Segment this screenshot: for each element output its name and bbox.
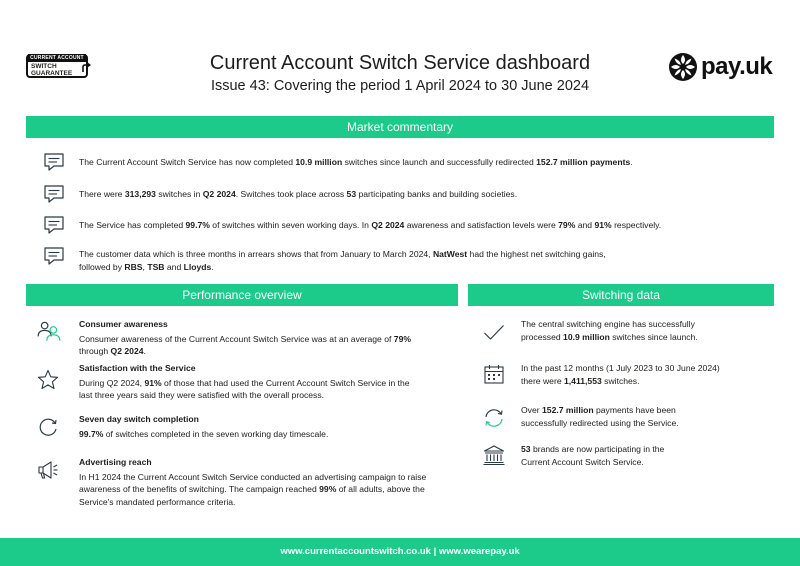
performance-item-satisfaction-text: Satisfaction with the Service During Q2 2024, 91% of those that had used the Current Account Switch Service in the last three years said they were satisfied with the overall process.: [79, 363, 410, 400]
checkmark-icon: [482, 320, 506, 344]
market-item-3: [42, 213, 661, 237]
speech-bubble-icon: [42, 213, 66, 237]
guarantee-logo-line3: GUARANTEE: [31, 70, 73, 77]
switching-item-brands-text: 53 brands are now participating in the Current Account Switch Service.: [521, 444, 665, 467]
switching-data-heading: Switching data: [468, 284, 774, 306]
redirect-arrows-icon: [482, 406, 506, 430]
switching-item-redirected-text: Over 152.7 million payments have been successfully redirected using the Service.: [521, 405, 679, 428]
page-title: Current Account Switch Service dashboard: [209, 52, 591, 74]
market-item-1-text: The Current Account Switch Service has now completed 10.9 million switches since launch and successfully redirected 152.7 million payments.: [79, 157, 633, 167]
switching-item-processed-text: The central switching engine has successfully processed 10.9 million switches since launch.: [521, 319, 698, 342]
guarantee-logo-line1: CURRENT ACCOUNT: [28, 54, 86, 62]
switching-item-12-months-text: In the past 12 months (1 July 2023 to 30 June 2024) there were 1,411,553 switches.: [521, 363, 720, 386]
market-item-4-text: The customer data which is three months in arrears shows that from January to March 2024, NatWest had the highest net switching gains, followed by RBS, TSB and Lloyds.: [79, 249, 606, 272]
speech-bubble-icon: [42, 150, 66, 174]
market-item-2: [42, 182, 517, 206]
performance-item-seven-day: [36, 413, 328, 440]
performance-item-consumer-awareness-text: Consumer awareness Consumer awareness of the Current Account Switch Service was at an average of 79% through Q2 2024.: [79, 319, 411, 356]
performance-overview-heading: Performance overview: [26, 284, 458, 306]
people-icon: [36, 318, 62, 344]
pay-uk-wordmark: pay.uk: [701, 53, 773, 80]
switching-item-12-months: [482, 362, 720, 387]
switching-item-redirected: [482, 404, 679, 430]
refresh-icon: [36, 415, 60, 439]
market-commentary-heading: Market commentary: [26, 116, 774, 138]
performance-item-advertising: [36, 456, 426, 508]
footer-links[interactable]: www.currentaccountswitch.co.uk | www.wearepay.uk: [0, 538, 800, 566]
calendar-icon: [482, 362, 506, 386]
megaphone-icon: [36, 458, 60, 482]
market-item-3-text: The Service has completed 99.7% of switches within seven working days. In Q2 2024 awareness and satisfaction levels were 79% and 91% respectively.: [79, 220, 662, 230]
performance-item-consumer-awareness: [36, 318, 411, 358]
speech-bubble-icon: [42, 244, 66, 268]
market-item-1: [42, 150, 633, 174]
speech-bubble-icon: [42, 182, 66, 206]
bank-icon: [482, 443, 506, 467]
guarantee-logo-line2: SWITCH: [31, 63, 57, 70]
pay-uk-logo: [668, 52, 772, 82]
performance-item-seven-day-text: Seven day switch completion 99.7% of switches completed in the seven working day timescale.: [79, 414, 329, 439]
performance-item-satisfaction: [36, 362, 410, 402]
market-item-4: [42, 244, 606, 273]
star-icon: [36, 368, 60, 392]
switching-item-processed: [482, 318, 698, 344]
switching-item-brands: [482, 443, 664, 468]
market-item-2-text: There were 313,293 switches in Q2 2024. Switches took place across 53 participating banks and building societies.: [79, 189, 518, 199]
page-subtitle: Issue 43: Covering the period 1 April 2024 to 30 June 2024: [210, 78, 590, 94]
performance-item-advertising-text: Advertising reach In H1 2024 the Current Account Switch Service conducted an advertising campaign to raise awareness of the benefits of switching. The campaign reached 99% of all adults, above the Service's mandated performance criteria.: [79, 457, 427, 507]
pay-uk-mark-icon: [668, 52, 698, 82]
